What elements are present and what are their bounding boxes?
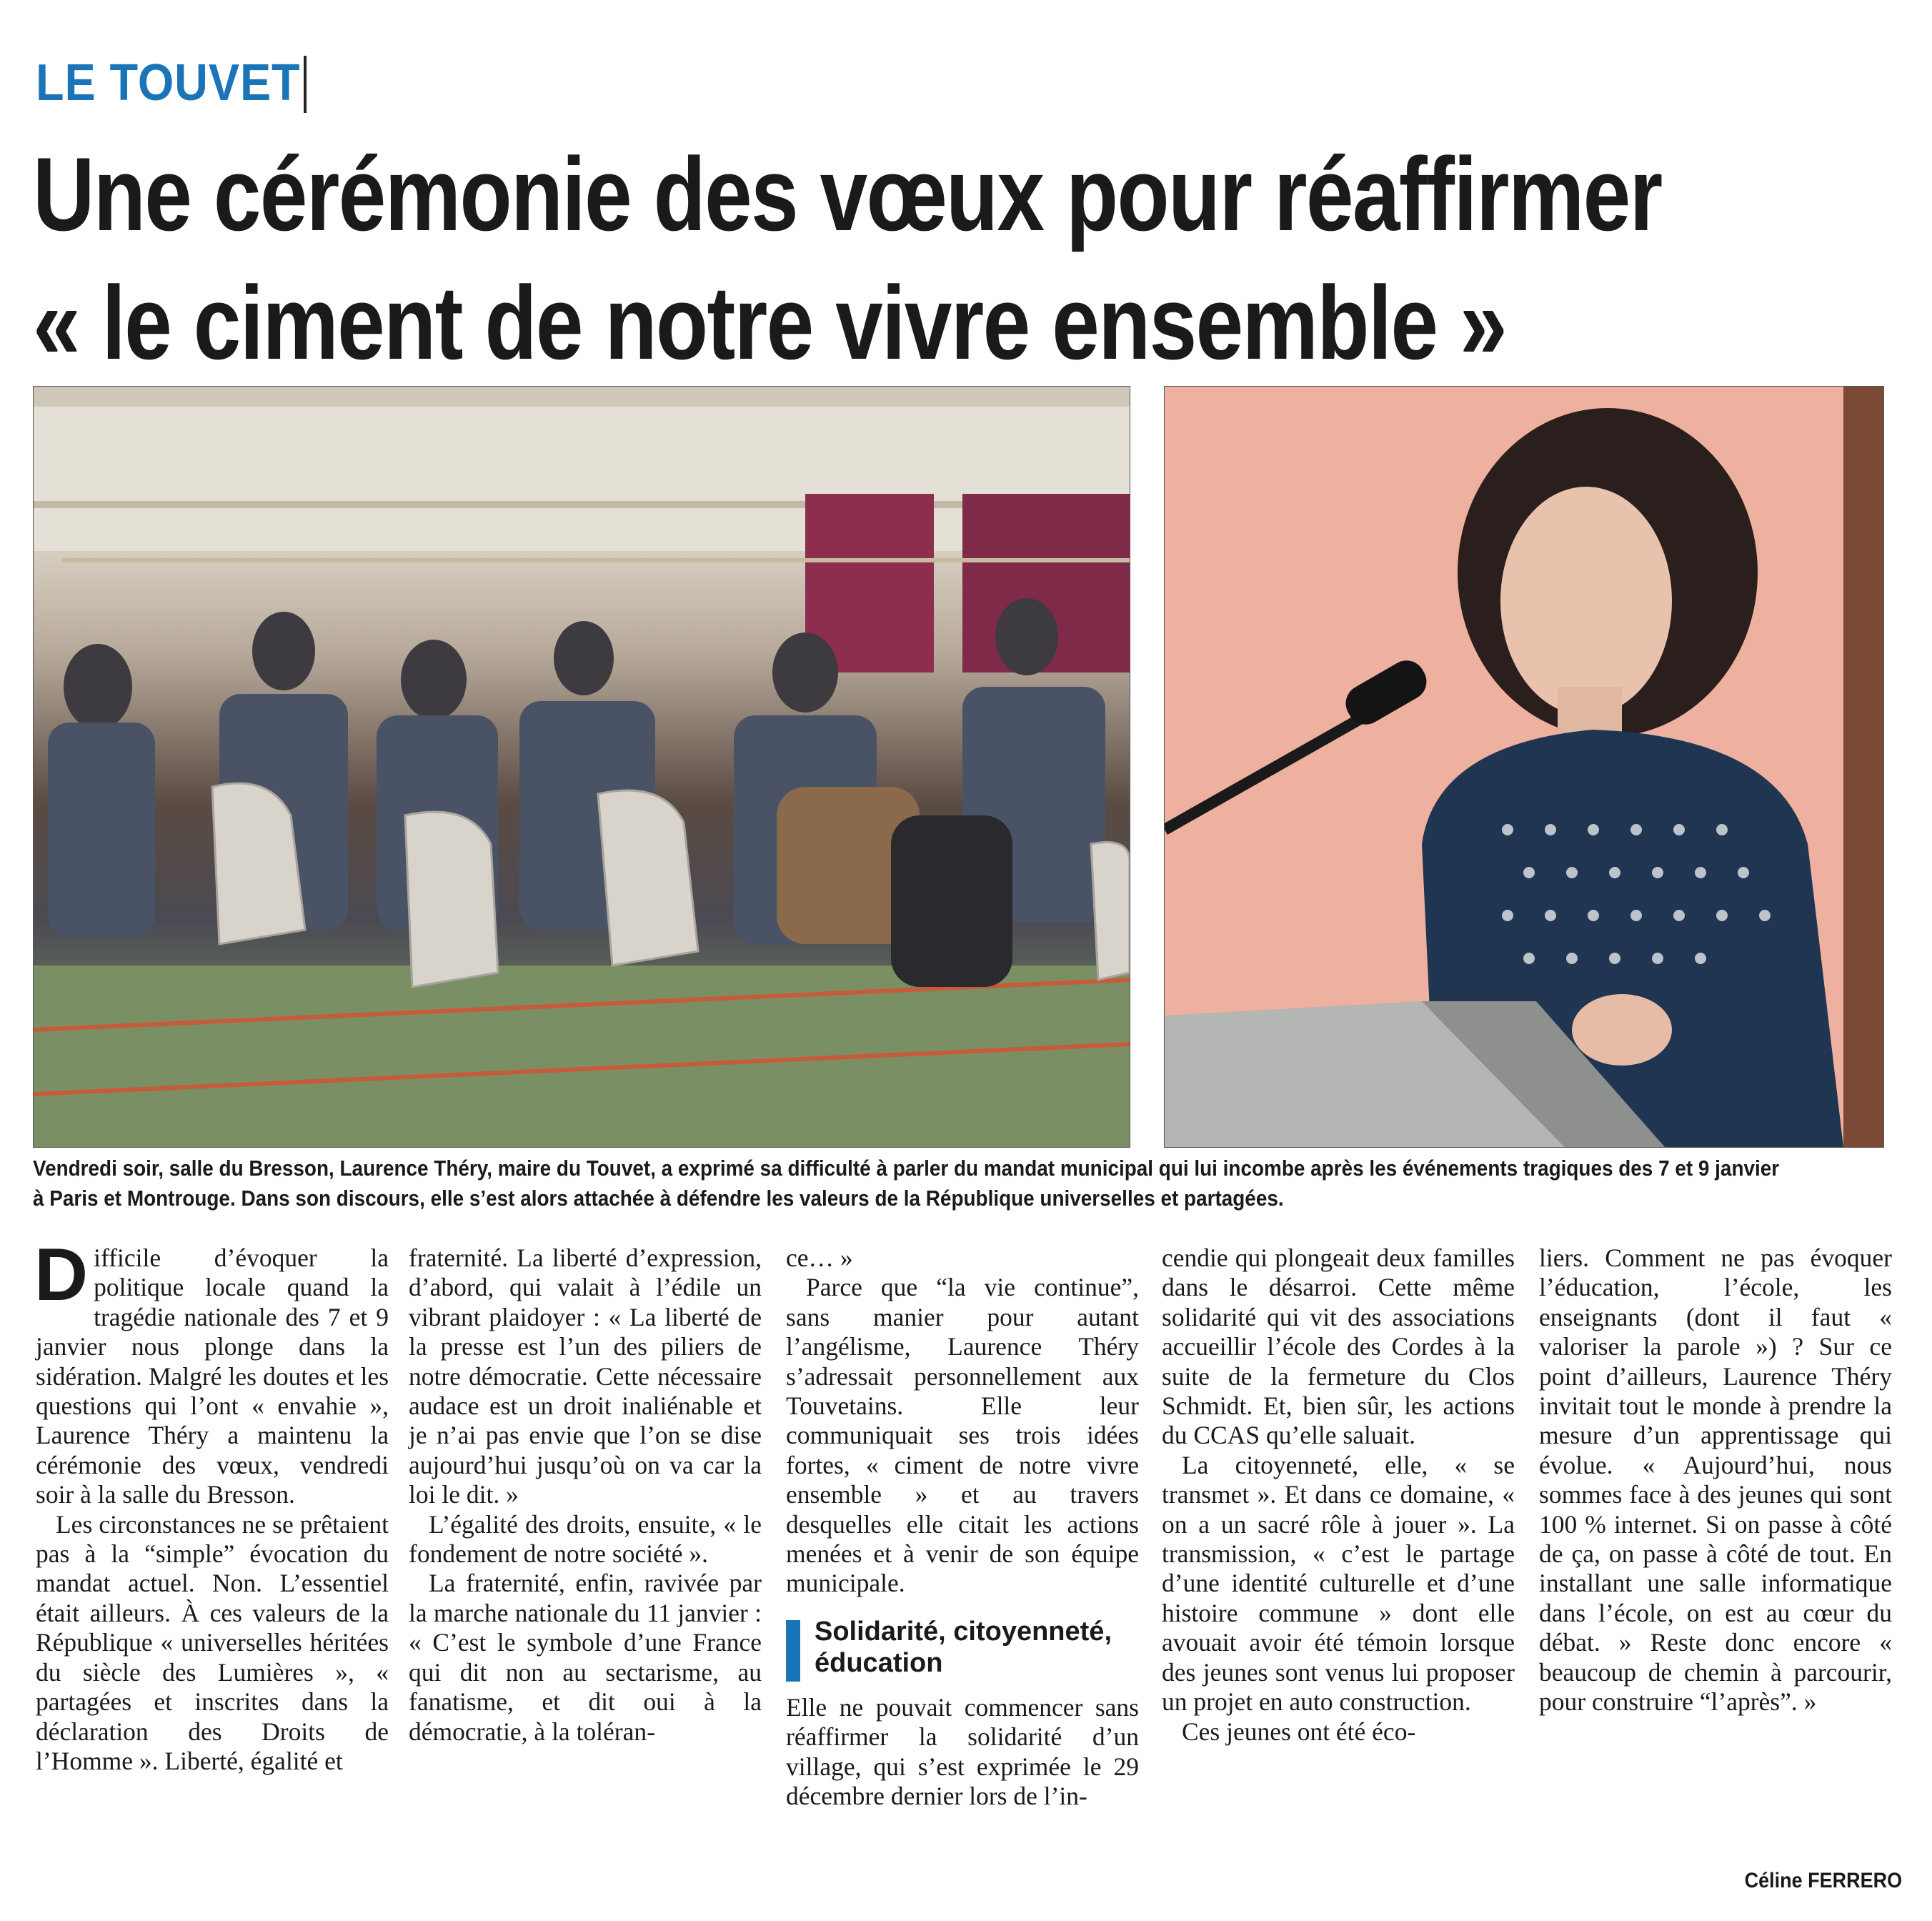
article-paragraph: La fraternité, enfin, ravivée par la marche nationale du 11 janvier : « C’est le symbole d’une France qui dit non au sectarisme, au fanatisme, et dit oui à la démocratie, à la toléran-: [409, 1569, 762, 1746]
article-column-5: [1539, 1244, 1892, 1717]
article-paragraph: Elle ne pouvait commencer sans réaffirmer la solidarité d’un village, qui s’est exprimée le 29 décembre dernier lors de l’in-: [786, 1692, 1139, 1811]
section-subheading: Solidarité, citoyenneté, éducation: [786, 1616, 1139, 1679]
article-headline: [33, 130, 1662, 387]
article-paragraph: La citoyenneté, elle, « se transmet ». Et dans ce domaine, « on a un sacré rôle à jouer ». La transmission, « c’est le partage d’une identité culturelle et d’une histoire commune » dont elle avouait avoir été témoin lorsque des jeunes sont venus lui proposer un projet en auto construction.: [1162, 1450, 1515, 1717]
article-paragraph: Ces jeunes ont été éco-: [1182, 1717, 1416, 1746]
audience-photo-illustration: [34, 387, 1130, 1147]
article-paragraph: cendie qui plongeait deux familles dans le désarroi. Cette même solidarité qui vit des associations accueillir l’école des Cordes à la suite de la fermeture du Clos Schmidt. Et, bien sûr, les actions du CCAS qu’elle saluait.: [1162, 1244, 1515, 1450]
article-column-3: [786, 1244, 1139, 1812]
photo-caption: [33, 1153, 1780, 1213]
headline-line-2: « le ciment de notre vivre ensemble »: [33, 264, 1506, 381]
section-kicker: LE TOUVET: [36, 54, 301, 111]
drop-cap: D: [34, 1233, 89, 1316]
article-column-1: [34, 1233, 389, 1776]
article-paragraph: Difficile d’évoquer la politique locale quand la tragédie nationale des 7 et 9 janvier nous plonge dans la sidération. Malgré les doutes et les questions qui l’ont « envahie », Laurence Théry a maintenu la cérémonie des vœux, vendredi soir à la salle du Bresson.: [34, 1233, 389, 1509]
article-column-2: [409, 1244, 762, 1747]
article-paragraph: Parce que “la vie continue”, sans manier pour autant l’angélisme, Laurence Théry s’adressait personnellement aux Touvetains. Elle leur communiquait ses trois idées fortes, « ciment de notre vivre ensemble » et au travers desquelles elle citait les actions menées et à venir de son équipe municipale.: [786, 1273, 1139, 1598]
author-signature: Céline FERRERO: [1744, 1869, 1903, 1892]
article-paragraph: ce… »: [786, 1244, 853, 1272]
speaker-photo-illustration: [1165, 387, 1883, 1147]
kicker-divider: [304, 56, 307, 113]
speaker-photo: [1164, 386, 1884, 1148]
article-paragraph: fraternité. La liberté d’expression, d’abord, qui valait à l’édile un vibrant plaidoyer : « La liberté de la presse est l’un des piliers de notre démocratie. Cette nécessaire audace est un droit inaliénable et je n’ai pas envie que l’on se dise aujourd’hui jusqu’où on va car la loi le dit. »: [409, 1244, 762, 1509]
subheading-accent-bar: [786, 1620, 800, 1682]
article-paragraph: Les circonstances ne se prêtaient pas à la “simple” évocation du mandat actuel. Non. L’essentiel était ailleurs. À ces valeurs de la République « universelles héritées du siècle des Lumières », « partagées et inscrites dans la déclaration des Droits de l’Homme ». Liberté, égalité et: [36, 1509, 389, 1775]
article-paragraph: liers. Comment ne pas évoquer l’éducation, l’école, les enseignants (dont il faut « valoriser la parole ») ? Sur ce point d’ailleurs, Laurence Théry invitait tout le monde à prendre la mesure d’un apprentissage qui évolue. « Aujourd’hui, nous sommes face à des jeunes qui sont 100 % internet. Si on passe à côté de ça, on passe à côté de tout. En installant une salle informatique dans l’école, on est au cœur du débat. » Reste donc encore « beaucoup de chemin à parcourir, pour construire “l’après”. »: [1539, 1244, 1892, 1717]
caption-line-2: à Paris et Montrouge. Dans son discours, elle s’est alors attachée à défendre les valeurs de la République universelles et partagées.: [33, 1186, 1284, 1211]
article-column-4: [1162, 1244, 1515, 1747]
audience-photo: [33, 386, 1130, 1148]
caption-line-1: Vendredi soir, salle du Bresson, Laurence Théry, maire du Touvet, a exprimé sa difficulté à parler du mandat municipal qui lui incombe après les événements tragiques des 7 et 9 janvier: [33, 1156, 1780, 1181]
headline-line-1: Une cérémonie des vœux pour réaffirmer: [33, 136, 1662, 252]
article-paragraph: L’égalité des droits, ensuite, « le fondement de notre société ».: [409, 1509, 762, 1569]
